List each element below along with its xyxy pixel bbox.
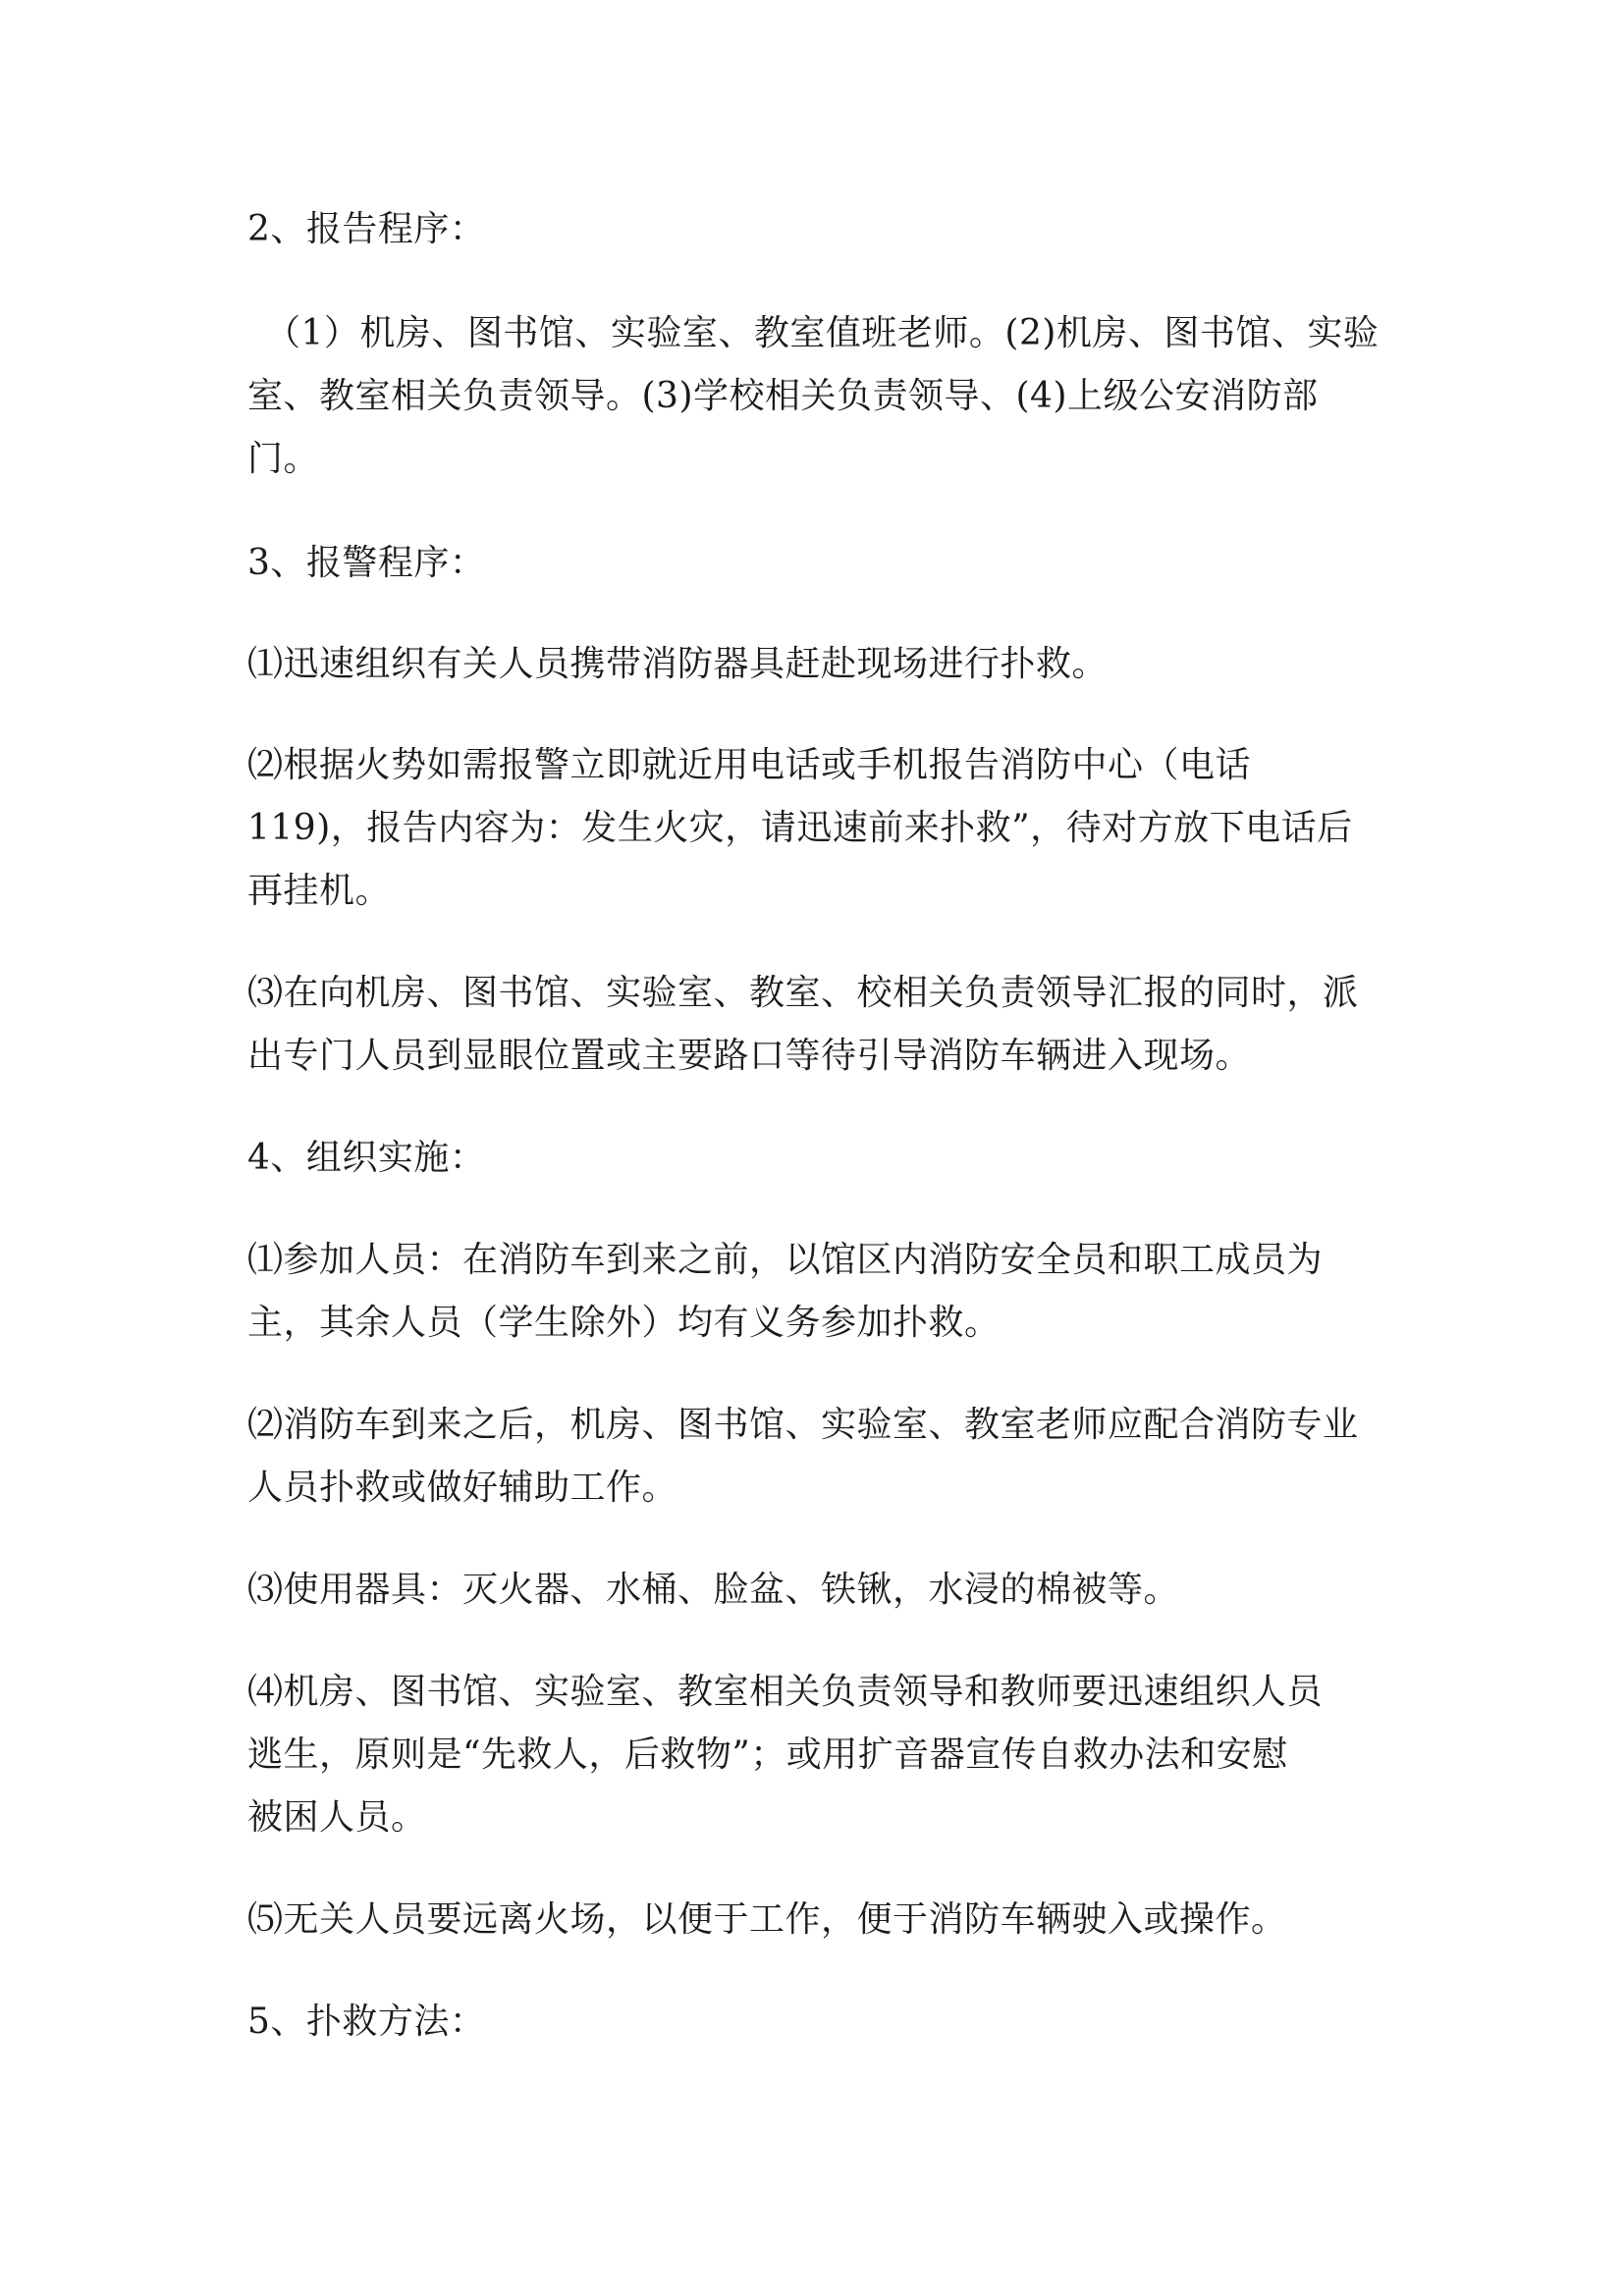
paragraph-line: ⑴参加人员：在消防车到来之前，以馆区内消防安全员和职工成员为: [247, 1240, 1324, 1280]
heading-organize-implementation: 4、组织实施：: [247, 1138, 486, 1178]
heading-alarm-procedure: 3、报警程序：: [247, 543, 486, 583]
paragraph-line: 主，其余人员（学生除外）均有义务参加扑救。: [247, 1303, 1001, 1343]
paragraph-line: 逃生，原则是“先救人，后救物”；或用扩音器宣传自救办法和安慰: [247, 1735, 1288, 1775]
heading-firefighting-method: 5、扑救方法：: [247, 2002, 486, 2042]
paragraph-line: 门。: [247, 439, 320, 479]
paragraph-line: 室、教室相关负责领导。(3)学校相关负责领导、(4)上级公安消防部: [247, 376, 1319, 416]
paragraph-line: 再挂机。: [247, 871, 392, 911]
paragraph-line: ⑶使用器具：灭火器、水桶、脸盆、铁锹，水浸的棉被等。: [247, 1570, 1180, 1610]
paragraph-line: 119)，报告内容为：发生火灾，请迅速前来扑救”，待对方放下电话后: [247, 808, 1353, 848]
paragraph-line: 人员扑救或做好辅助工作。: [247, 1468, 678, 1508]
paragraph-line: ⑶在向机房、图书馆、实验室、教室、校相关负责领导汇报的同时，派: [247, 973, 1359, 1013]
paragraph-line: ⑷机房、图书馆、实验室、教室相关负责领导和教师要迅速组织人员: [247, 1672, 1324, 1712]
paragraph-line: ⑴迅速组织有关人员携带消防器具赶赴现场进行扑救。: [247, 644, 1109, 684]
paragraph-line: ⑵根据火势如需报警立即就近用电话或手机报告消防中心（电话: [247, 745, 1252, 785]
paragraph-line: ⑵消防车到来之后，机房、图书馆、实验室、教室老师应配合消防专业: [247, 1405, 1359, 1445]
paragraph-line: ⑸无关人员要远离火场，以便于工作，便于消防车辆驶入或操作。: [247, 1899, 1287, 1940]
paragraph-line: 出专门人员到显眼位置或主要路口等待引导消防车辆进入现场。: [247, 1036, 1252, 1076]
paragraph-line: 被困人员。: [247, 1797, 427, 1838]
paragraph-line: （1）机房、图书馆、实验室、教室值班老师。(2)机房、图书馆、实验: [265, 313, 1380, 353]
heading-report-procedure: 2、报告程序：: [247, 209, 486, 249]
